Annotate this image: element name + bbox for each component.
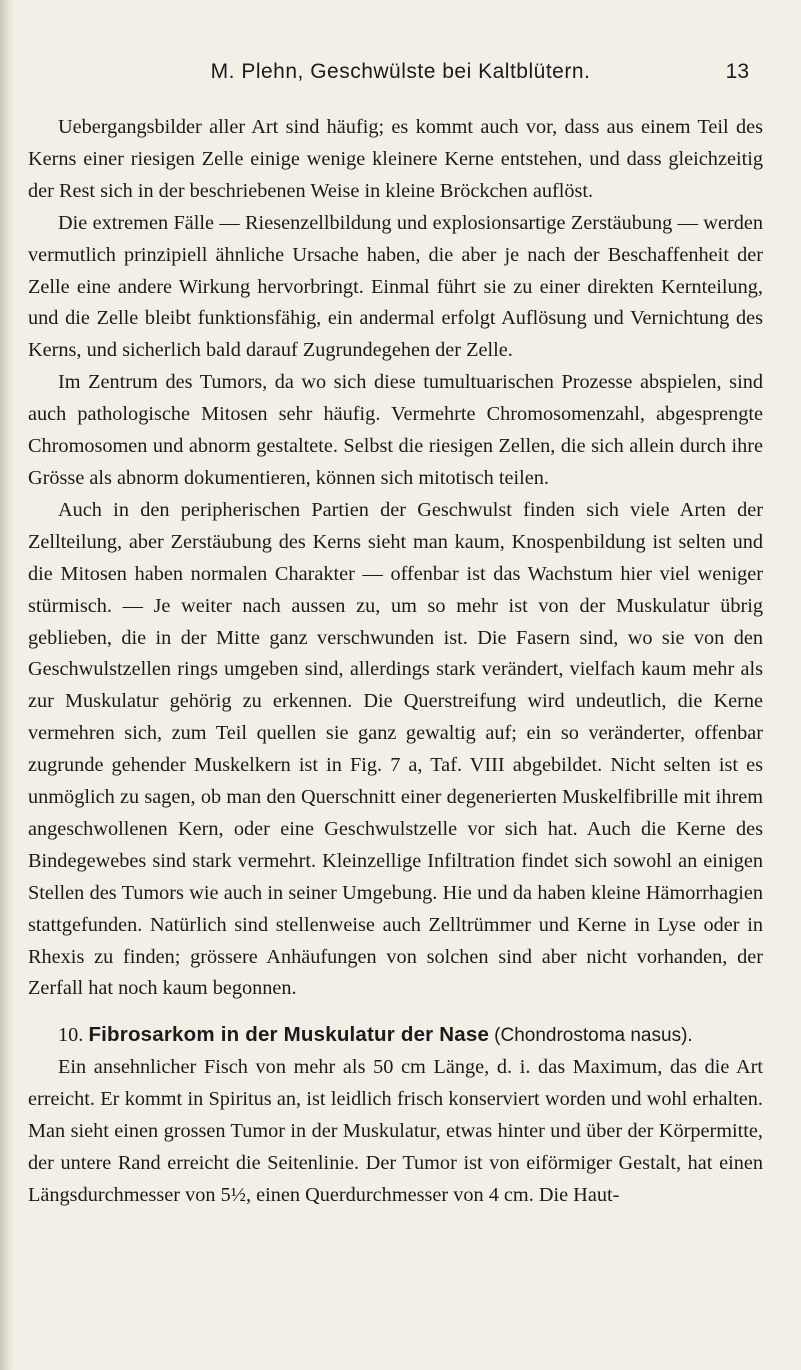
section-paragraph: Ein ansehnlicher Fisch von mehr als 50 cm Länge, d. i. das Maximum, das die Art erreicht. Er kommt in Spiritus an, ist leidlich frisch konserviert worden und wohl erhalten. Man sieht einen grossen Tumor in der Muskulatur, etwas hinter und über der Körpermitte, der untere Rand erreicht die Seitenlinie. Der Tumor ist von eiförmiger Gestalt, hat einen Längsdurchmesser von 5½, einen Querdurchmesser von 4 cm. Die Haut- — [28, 1056, 763, 1206]
paragraph-4: Auch in den peripherischen Partien der Geschwulst finden sich viele Arten der Zellteilung, aber Zerstäubung des Kerns sieht man kaum, Knospenbildung ist selten und die Mitosen haben normalen Charakter — offenbar ist das Wachstum hier viel weniger stürmisch. — Je weiter nach aussen zu, um so mehr ist von der Muskulatur übrig geblieben, die in der Mitte ganz verschwunden ist. Die Fasern sind, wo sie von den Geschwulstzellen rings umgeben sind, allerdings stark verändert, vielfach kaum mehr als zur Muskulatur gehörig zu erkennen. Die Querstreifung wird undeutlich, die Kerne vermehren sich, zum Teil quellen sie ganz gewaltig auf; ein so veränderter, offenbar zugrunde gehender Muskelkern ist in Fig. 7 a, Taf. VIII abgebildet. Nicht selten ist es unmöglich zu sagen, ob man den Querschnitt einer degenerierten Muskelfibrille mit ihrem angeschwollenen Kern, oder eine Geschwulstzelle vor sich hat. Auch die Kerne des Bindegewebes sind stark vermehrt. Kleinzellige Infiltration findet sich sowohl an einigen Stellen des Tumors wie auch in seiner Umgebung. Hie und da haben kleine Hämorrhagien stattgefunden. Natürlich sind stellenweise auch Zelltrümmer und Kerne in Lyse oder in Rhexis zu finden; grössere Anhäufungen von solchen sind aber nicht vorhanden, der Zerfall hat noch kaum begonnen. — [28, 498, 763, 1000]
section-heading — [28, 1019, 763, 1052]
section-number: 10. — [58, 1024, 84, 1047]
paragraph-1: Uebergangsbilder aller Art sind häufig; es kommt auch vor, dass aus einem Teil des Kerns einer riesigen Zelle einige wenige kleinere Kerne entstehen, und dass gleichzeitig der Rest sich in der beschriebenen Weise in kleine Bröckchen auflöst. — [28, 116, 763, 202]
header-title: M. Plehn, Geschwülste bei Kaltblütern. — [210, 60, 591, 83]
binding-shadow — [0, 0, 14, 1370]
body-text — [28, 112, 763, 1212]
section-title: Fibrosarkom in der Muskulatur der Nase — [88, 1023, 490, 1047]
page-number: 13 — [725, 60, 749, 83]
paragraph-3: Im Zentrum des Tumors, da wo sich diese tumultuarischen Prozesse abspielen, sind auch pathologische Mitosen sehr häufig. Vermehrte Chromosomenzahl, abgesprengte Chromosomen und abnorm gestaltete. Selbst die riesigen Zellen, die sich allein durch ihre Grösse als abnorm dokumentieren, können sich mitotisch teilen. — [28, 371, 763, 489]
paragraph-2: Die extremen Fälle — Riesenzellbildung und explosionsartige Zerstäubung — werden vermutlich prinzipiell ähnliche Ursache haben, die aber je nach der Beschaffenheit der Zelle eine andere Wirkung hervorbringt. Einmal führt sie zu einer direkten Kernteilung, und die Zelle bleibt funktionsfähig, ein andermal erfolgt Auflösung und Vernichtung des Kerns, und sicherlich bald darauf Zugrundegehen der Zelle. — [28, 211, 763, 362]
running-header — [0, 60, 801, 90]
section-species: (Chondrostoma nasus). — [494, 1025, 693, 1047]
